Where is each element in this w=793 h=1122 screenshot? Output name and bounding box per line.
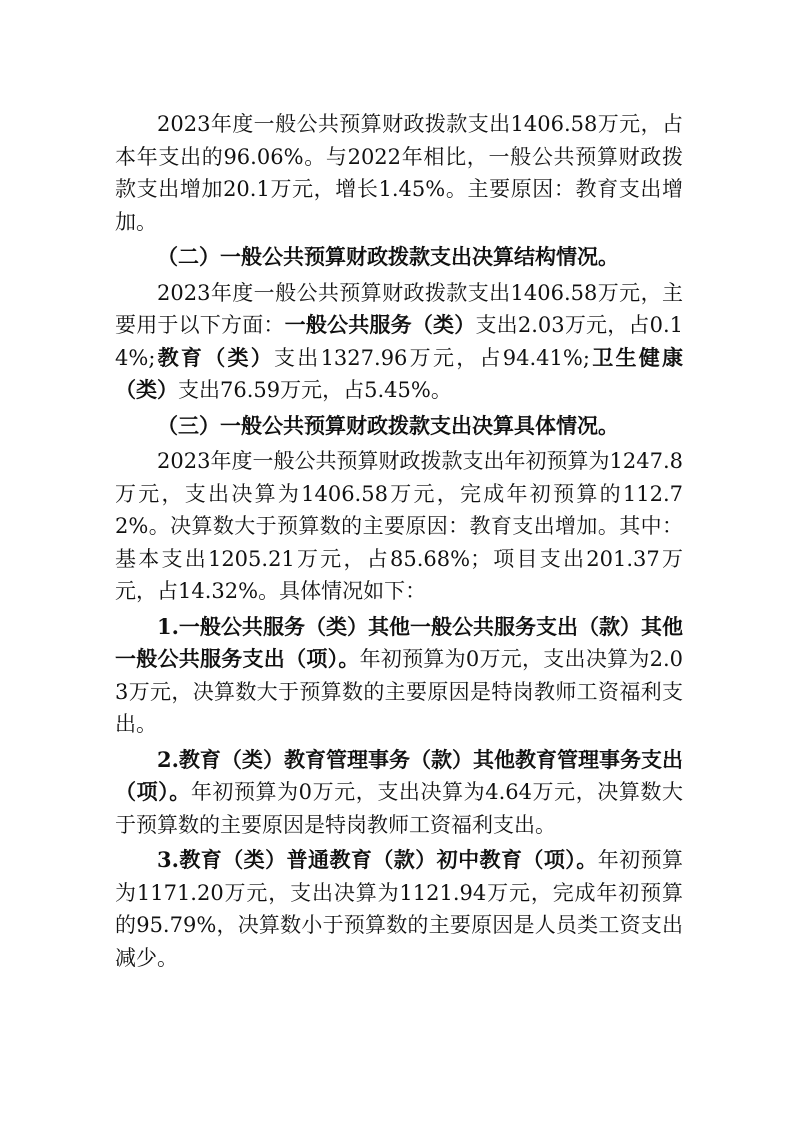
- item-body: 年初预算为0万元，支出决算为4.64万元，决算数大于预算数的主要原因是特岗教师工资福利支出。: [115, 780, 684, 837]
- education-amount: 支出1327.96万元，占94.41%;: [274, 345, 590, 370]
- section-heading-structure: （二）一般公共预算财政拨款支出决算结构情况。: [157, 244, 619, 269]
- item-title: 3.教育（类）普通教育（款）初中教育（项）。: [157, 847, 598, 872]
- category-education: 教育（类）: [155, 344, 275, 370]
- item-education-management: [115, 744, 683, 842]
- structure-intro: 2023年度一般公共预算财政拨款支出1406.58万元，主要用于以下方面：: [115, 280, 683, 337]
- section-heading-details: （三）一般公共预算财政拨款支出决算具体情况。: [157, 412, 619, 438]
- paragraph-summary: 2023年度一般公共预算财政拨款支出1406.58万元，占本年支出的96.06%。与2022年相比，一般公共预算财政拨款支出增加20.1万元，增长1.45%。主要原因：教育支出增加。: [115, 112, 683, 234]
- category-general-public-services: 一般公共服务（类）: [284, 312, 476, 337]
- general-public-services-amount: 支出2.03万元，占0.14%;: [115, 313, 684, 370]
- item-title: 1.一般公共服务（类）其他一般公共服务支出（款）其他一般公共服务支出（项）。: [115, 613, 683, 671]
- category-health: 卫生健康（类）: [115, 344, 684, 402]
- item-title: 2.教育（类）教育管理事务（款）其他教育管理事务支出（项）。: [115, 746, 683, 804]
- health-amount: 支出76.59万元，占5.45%。: [178, 378, 452, 402]
- item-body: 年初预算为0万元，支出决算为2.03万元，决算数大于预算数的主要原因是特岗教师工资福利支出。: [115, 647, 683, 736]
- document-body: [115, 108, 683, 974]
- item-general-public-services: [115, 611, 683, 741]
- paragraph-structure: [115, 277, 683, 407]
- item-body: 年初预算为1171.20万元，支出决算为1121.94万元，完成年初预算的95.79%，决算数小于预算数的主要原因是人员类工资支出减少。: [115, 848, 684, 970]
- paragraph-details: 2023年度一般公共预算财政拨款支出年初预算为1247.8万元，支出决算为1406.58万元，完成年初预算的112.72%。决算数大于预算数的主要原因：教育支出增加。其中：基本支出1205.21万元，占85.68%；项目支出201.37万元，占14.32%。具体情况如下：: [115, 449, 683, 603]
- item-junior-high-education: [115, 844, 683, 974]
